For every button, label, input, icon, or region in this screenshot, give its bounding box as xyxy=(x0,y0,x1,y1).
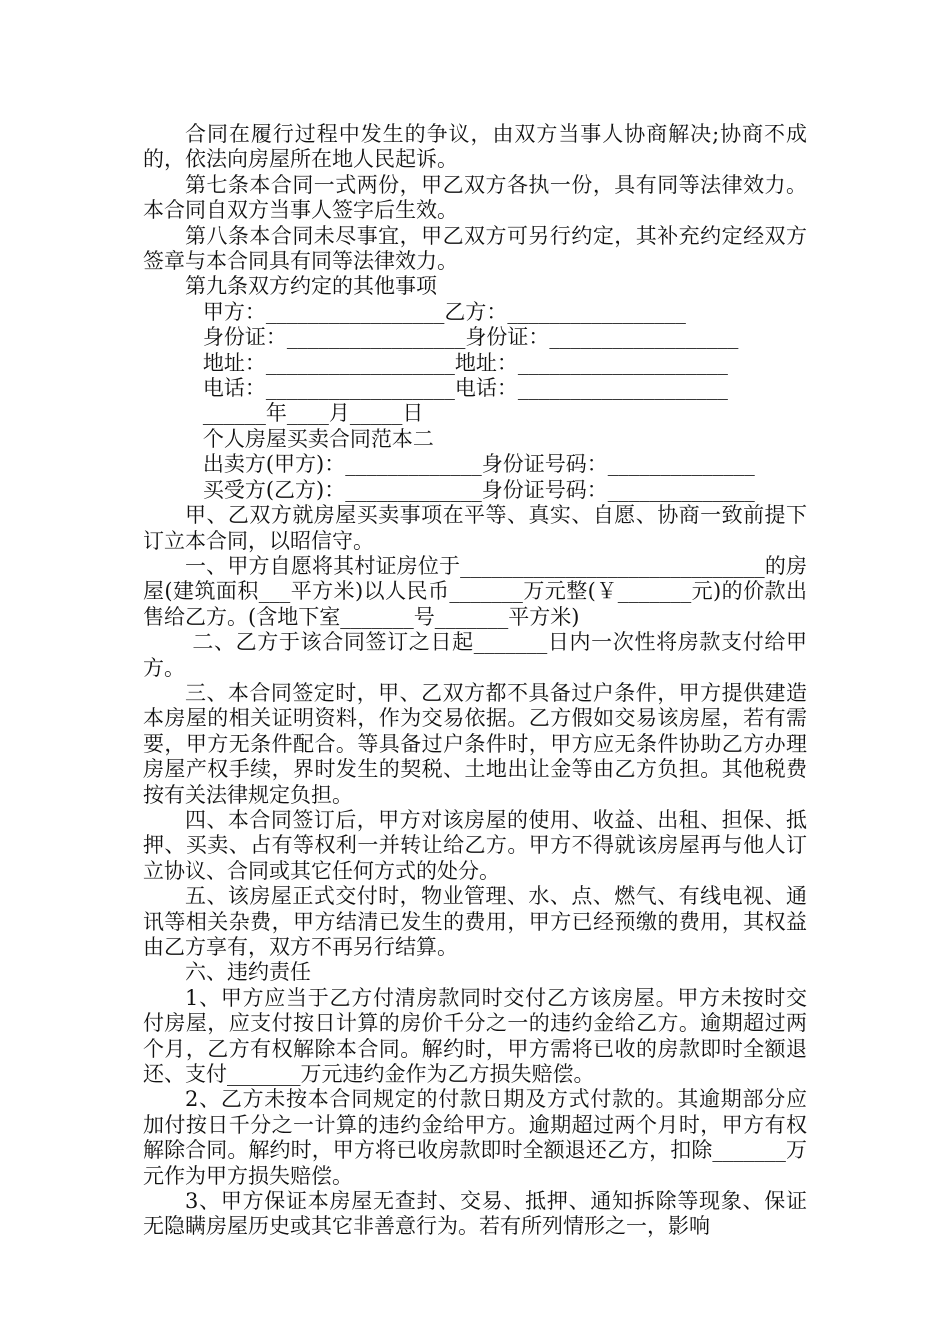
paragraph-article-9: 第九条双方约定的其他事项 xyxy=(185,274,437,299)
paragraph-clause-3: 三、本合同签定时，甲、乙双方都不具备过户条件，甲方提供建造本房屋的相关证明资料，作为交易依据。乙方假如交易该房屋，若有需要，甲方无条件配合。等具备过户条件时，甲方应无条件协助乙方办理房屋产权手续，界时发生的契税、土地出让金等由乙方负担。其他税费按有关法律规定负担。 xyxy=(143,680,807,807)
paragraph-clause-5: 五、该房屋正式交付时，物业管理、水、点、燃气、有线电视、通讯等相关杂费，甲方结清已发生的费用，甲方已经预缴的费用，其权益由乙方享有，双方不再另行结算。 xyxy=(143,884,807,959)
paragraph-clause-6-2: 2、乙方未按本合同规定的付款日期及方式付款的。其逾期部分应加付按日千分之一计算的违约金给甲方。逾期超过两个月时，甲方有权解除合同。解约时，甲方将已收房款即时全额退还乙方，扣除_______万元作为甲方损失赔偿。 xyxy=(143,1087,807,1188)
signature-line-phone: 电话：__________________电话：____________________ xyxy=(202,376,728,401)
signature-line-address: 地址：__________________地址：____________________ xyxy=(202,350,728,375)
party-buyer: 买受方(乙方)：_____________身份证号码：______________ xyxy=(202,477,755,502)
paragraph-clause-6-3: 3、甲方保证本房屋无查封、交易、抵押、通知拆除等现象、保证无隐瞒房屋历史或其它非善意行为。若有所列情形之一，影响 xyxy=(143,1189,807,1239)
signature-line-id: 身份证：_________________身份证：__________________ xyxy=(202,325,739,350)
paragraph-clause-4: 四、本合同签订后，甲方对该房屋的使用、收益、出租、担保、抵押、买卖、占有等权利一并转让给乙方。甲方不得就该房屋再与他人订立协议、合同或其它任何方式的处分。 xyxy=(143,807,807,883)
paragraph-clause-1: 一、甲方自愿将其村证房位于_____________________________的房屋(建筑面积___平方米)以人民币_______万元整(￥_______元)的价款出售给乙方。(含地下室_______号_______平方米) xyxy=(143,553,807,629)
paragraph-dispute: 合同在履行过程中发生的争议，由双方当事人协商解决;协商不成的，依法向房屋所在地人民起诉。 xyxy=(143,122,807,172)
document-body xyxy=(143,122,807,1240)
contract-title-2: 个人房屋买卖合同范本二 xyxy=(202,426,434,451)
paragraph-preamble: 甲、乙双方就房屋买卖事项在平等、真实、自愿、协商一致前提下订立本合同，以昭信守。 xyxy=(143,503,807,553)
paragraph-clause-6-heading: 六、违约责任 xyxy=(185,960,311,985)
paragraph-clause-2: 二、乙方于该合同签订之日起_______日内一次性将房款支付给甲方。 xyxy=(143,630,807,680)
signature-line-party: 甲方：_________________乙方：_________________ xyxy=(202,299,686,324)
signature-line-date: ______年____月_____日 xyxy=(202,401,424,426)
paragraph-article-7: 第七条本合同一式两份，甲乙双方各执一份，具有同等法律效力。本合同自双方当事人签字后生效。 xyxy=(143,172,807,223)
party-seller: 出卖方(甲方)：_____________身份证号码：______________ xyxy=(202,452,755,477)
paragraph-clause-6-1: 1、甲方应当于乙方付清房款同时交付乙方该房屋。甲方未按时交付房屋，应支付按日计算的房价千分之一的违约金给乙方。逾期超过两个月，乙方有权解除本合同。解约时，甲方需将已收的房款即时全额退还、支付_______万元违约金作为乙方损失赔偿。 xyxy=(143,985,807,1087)
paragraph-article-8: 第八条本合同未尽事宜，甲乙双方可另行约定，其补充约定经双方签章与本合同具有同等法律效力。 xyxy=(143,223,807,274)
